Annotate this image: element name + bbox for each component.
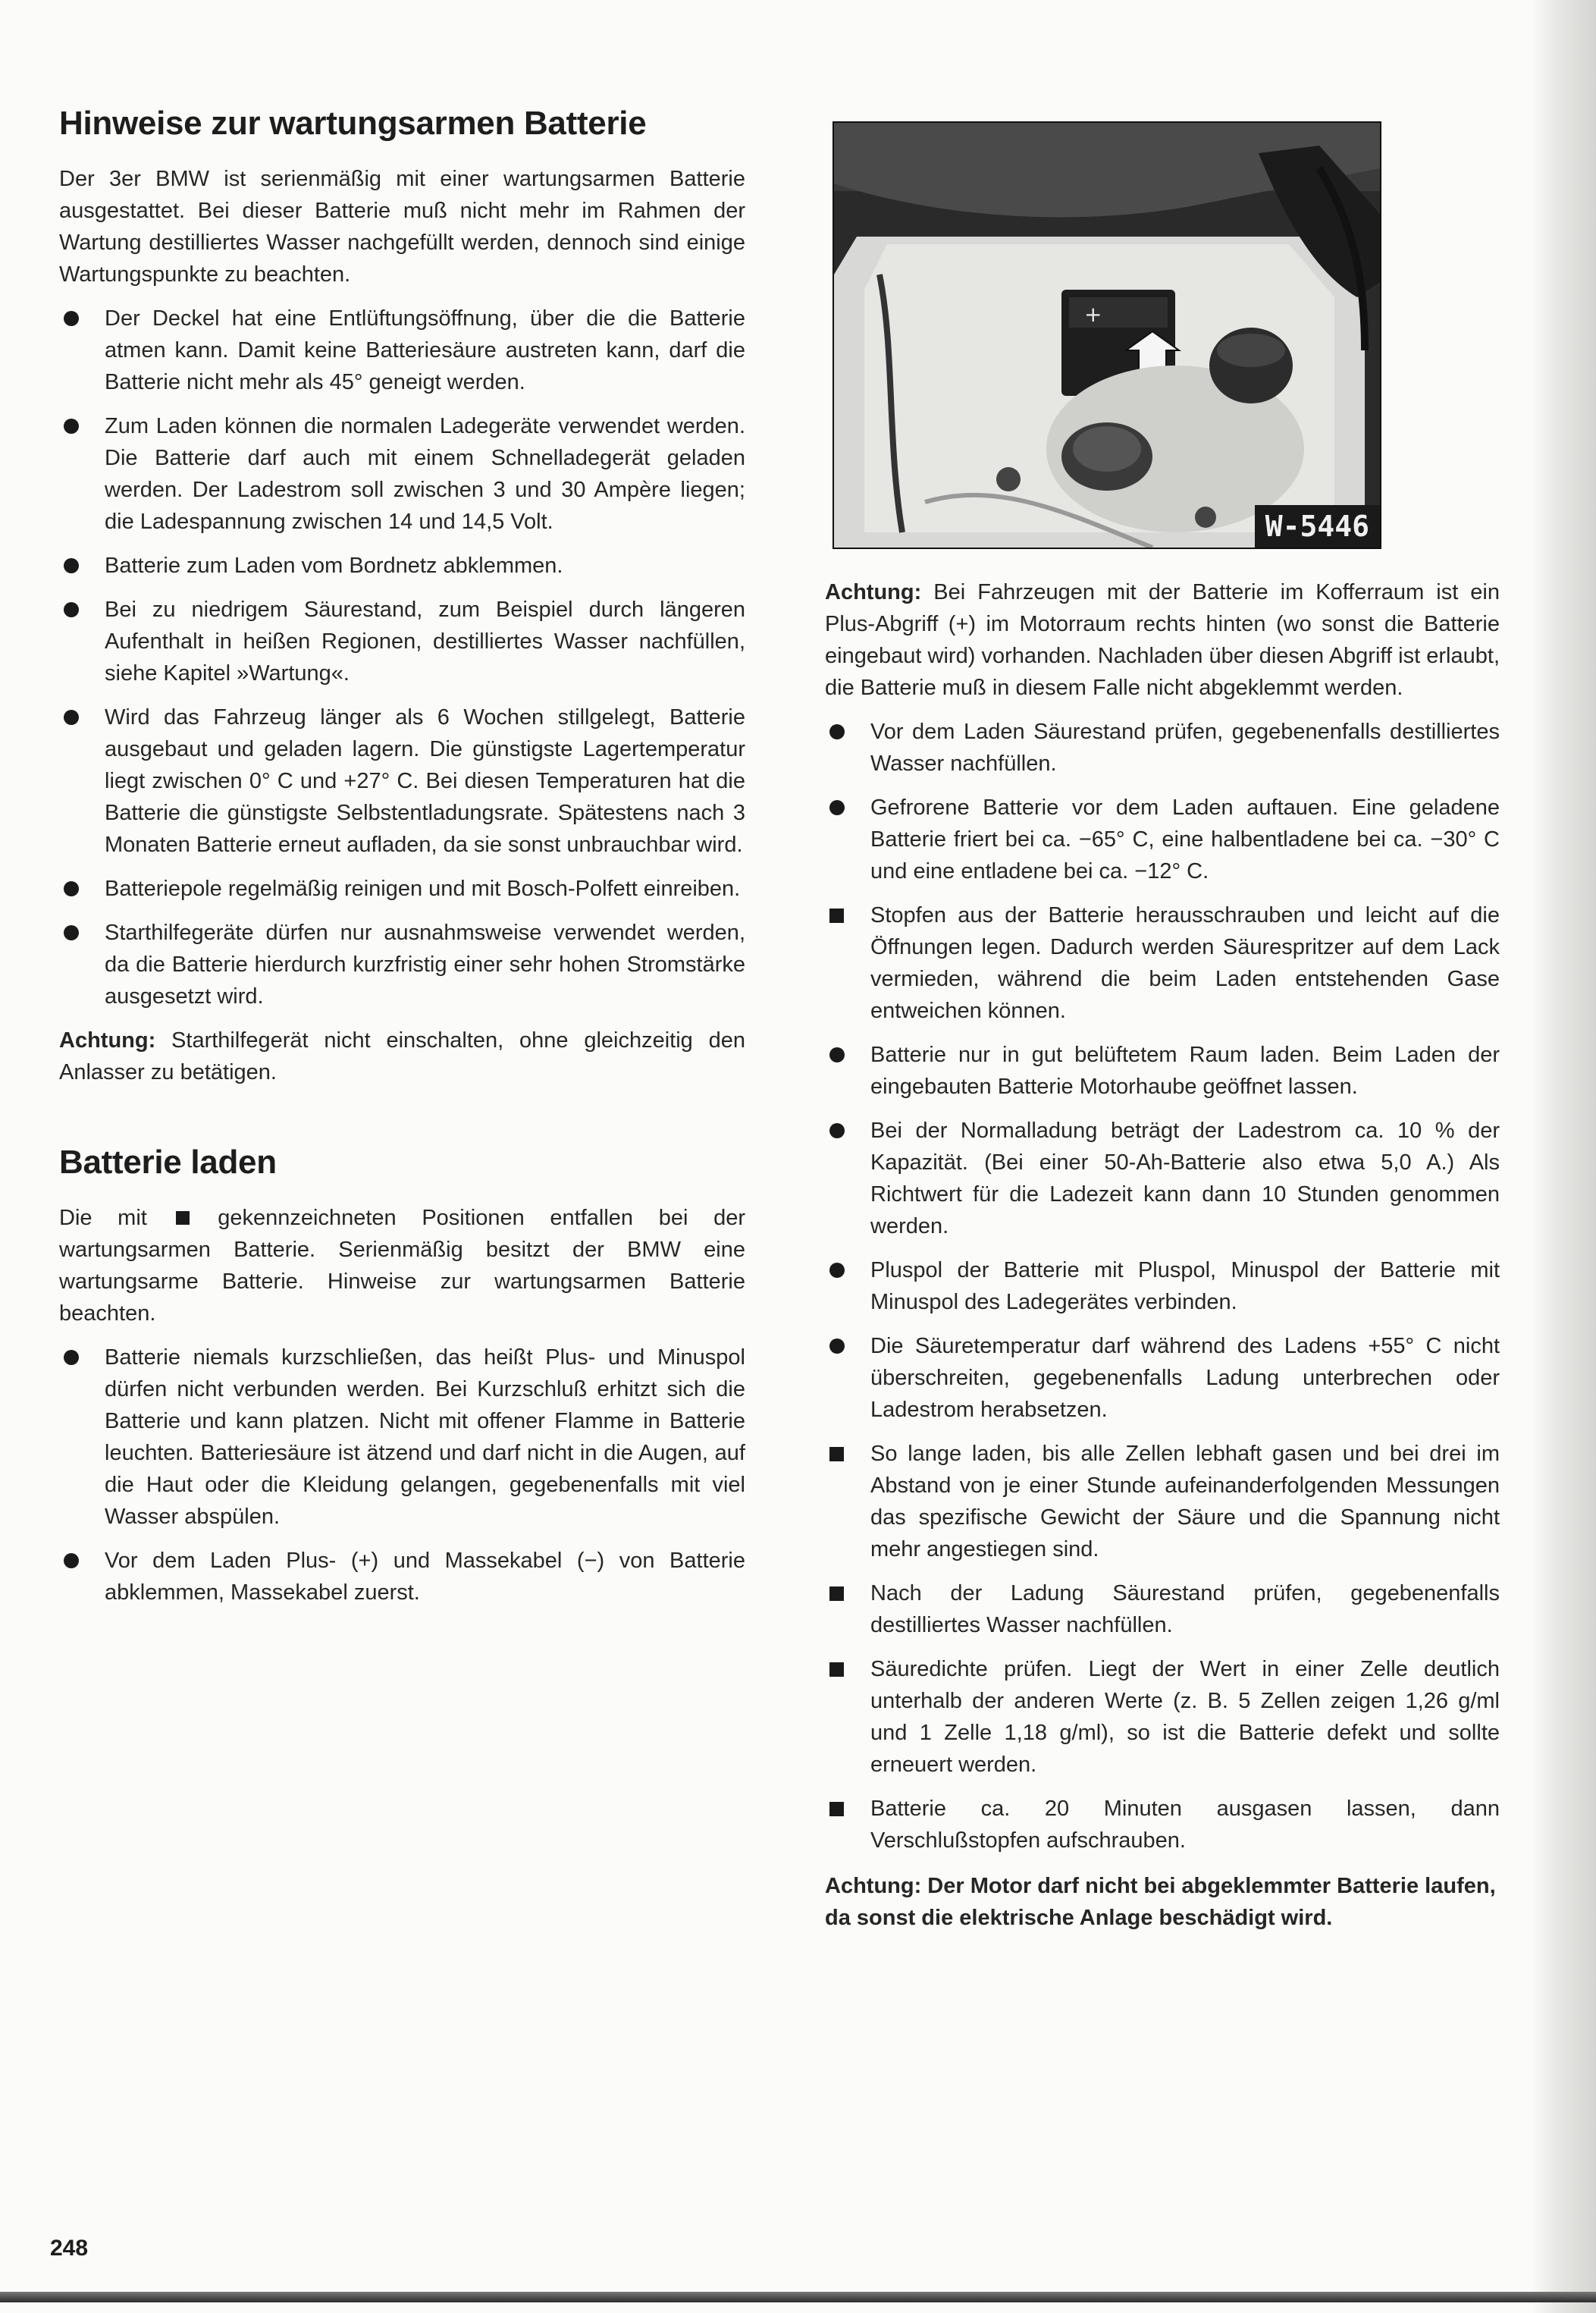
- final-warning: Achtung: Der Motor darf nicht bei abgeklemmter Batterie laufen, da sonst die elektrische Anlage beschädigt wird.: [825, 1874, 1496, 1930]
- list-item-text: Zum Laden können die normalen Ladegeräte verwendet werden. Die Batterie darf auch mit einem Schnelladegerät geladen werden. Der Ladestrom soll zwischen 3 und 30 Ampère liegen; die Ladespannung zwischen 14 und 14,5 Volt.: [105, 414, 745, 534]
- bullet-dot-icon: [64, 925, 79, 940]
- list-item-text: Batterie nur in gut belüftetem Raum laden. Beim Laden der eingebauten Batterie Motorhaube geöffnet lassen.: [870, 1043, 1500, 1099]
- list-item: [825, 899, 1500, 1027]
- bullet-square-icon: [829, 909, 844, 923]
- list-item: [825, 1793, 1500, 1856]
- section-heading-maintenance: Hinweise zur wartungsarmen Batterie: [59, 105, 647, 142]
- bullet-dot-icon: [64, 311, 79, 326]
- list-item-text: Batteriepole regelmäßig reinigen und mit Bosch-Polfett einreiben.: [105, 877, 741, 901]
- list-item: [825, 1577, 1500, 1641]
- list-item: [59, 1545, 745, 1608]
- maintenance-list: [59, 303, 745, 1012]
- list-item-text: Batterie ca. 20 Minuten ausgasen lassen, dann Verschlußstopfen aufschrauben.: [870, 1797, 1500, 1853]
- list-item-text: Batterie niemals kurzschließen, das heißt Plus- und Minuspol dürfen nicht verbunden werden. Bei Kurzschluß erhitzt sich die Batterie und kann platzen. Nicht mit offener Flamme in Batterie leuchten. Batteriesäure ist ätzend und darf nicht in die Augen, auf die Haut oder die Kleidung gelangen, gegebenenfalls mit viel Wasser abspülen.: [105, 1345, 745, 1529]
- svg-text:+: +: [1084, 302, 1102, 327]
- bullet-dot-icon: [64, 602, 79, 617]
- bullet-dot-icon: [829, 1339, 845, 1354]
- list-item-text: Bei der Normalladung beträgt der Ladestrom ca. 10 % der Kapazität. (Bei einer 50-Ah-Batterie also etwa 5,0 A.) Als Richtwert für die Ladezeit kann dann 10 Stunden genommen werden.: [870, 1119, 1500, 1238]
- list-item-text: Batterie zum Laden vom Bordnetz abklemmen.: [105, 554, 563, 578]
- note-text: Bei Fahrzeugen mit der Batterie im Kofferraum ist ein Plus-Abgriff (+) im Motorraum rechts hinten (wo sonst die Batterie eingebaut wird) vorhanden. Nachladen über diesen Abgriff ist erlaubt, die Batterie muß in diesem Falle nicht abgeklemmt werden.: [825, 580, 1500, 700]
- list-item: [59, 873, 745, 905]
- list-item-text: Die Säuretemperatur darf während des Ladens +55° C nicht überschreiten, gegebenenfalls Ladung unterbrechen oder Ladestrom herabsetzen.: [870, 1334, 1500, 1422]
- bullet-square-icon: [829, 1586, 844, 1601]
- bullet-square-icon: [829, 1662, 844, 1677]
- engine-bay-photo: [832, 121, 1381, 549]
- bullet-dot-icon: [829, 800, 845, 815]
- jump-start-warning: [59, 1025, 745, 1088]
- list-item-text: Gefrorene Batterie vor dem Laden auftauen. Eine geladene Batterie friert bei ca. −65° C, eine halbentladene bei ca. −30° C und eine entladene bei ca. −12° C.: [870, 796, 1500, 883]
- charging-list-left: [59, 1342, 745, 1608]
- trunk-battery-note: [825, 576, 1500, 704]
- list-item: [59, 701, 745, 861]
- bullet-dot-icon: [64, 710, 79, 725]
- list-item-text: Bei zu niedrigem Säurestand, zum Beispiel durch längeren Aufenthalt in heißen Regionen, destilliertes Wasser nachfüllen, siehe Kapitel »Wartung«.: [105, 598, 745, 686]
- left-column: [59, 102, 745, 1621]
- list-item: [59, 410, 745, 538]
- list-item: [59, 303, 745, 398]
- list-item: [59, 550, 745, 582]
- list-item: [825, 1039, 1500, 1103]
- list-item-text: Der Deckel hat eine Entlüftungsöffnung, über die die Batterie atmen kann. Damit keine Batteriesäure austreten kann, darf die Batterie nicht mehr als 45° geneigt werden.: [105, 306, 745, 394]
- list-item-text: Wird das Fahrzeug länger als 6 Wochen stillgelegt, Batterie ausgebaut und geladen lagern. Die günstigste Lagertemperatur liegt zwischen 0° C und +27° C. Bei diesen Temperaturen hat die Batterie die günstigste Selbstentladungsrate. Spätestens nach 3 Monaten Batterie erneut aufladen, da sie sonst unbrauchbar wird.: [105, 705, 745, 857]
- list-item: [825, 1438, 1500, 1565]
- list-item: [59, 917, 745, 1012]
- charging-intro: [59, 1202, 745, 1329]
- bullet-dot-icon: [64, 558, 79, 573]
- bullet-dot-icon: [64, 419, 79, 434]
- bullet-dot-icon: [64, 1350, 79, 1365]
- right-column: [825, 576, 1500, 1934]
- bottom-scan-edge: [0, 2292, 1596, 2302]
- section-heading-charging: Batterie laden: [59, 1144, 277, 1181]
- bullet-dot-icon: [829, 1263, 845, 1278]
- list-item-text: So lange laden, bis alle Zellen lebhaft gasen und bei drei im Abstand von je einer Stunde aufeinanderfolgenden Messungen das spezifische Gewicht der Säure und die Spannung nicht mehr angestiegen sind.: [870, 1442, 1500, 1561]
- warning-label: Achtung:: [59, 1028, 156, 1053]
- note-label: Achtung:: [825, 580, 922, 604]
- list-item: [59, 1342, 745, 1533]
- bullet-dot-icon: [829, 1123, 845, 1138]
- list-item: [825, 1653, 1500, 1781]
- intro-text-end: gekennzeichneten Positionen entfallen bei der wartungsarmen Batterie. Serienmäßig besitzt der BMW eine wartungsarme Batterie. Hinweise zur wartungsarmen Batterie beachten.: [59, 1206, 746, 1326]
- list-item: [825, 716, 1500, 780]
- bullet-square-icon: [829, 1802, 844, 1816]
- list-item-text: Pluspol der Batterie mit Pluspol, Minuspol der Batterie mit Minuspol des Ladegerätes verbinden.: [870, 1258, 1500, 1314]
- list-item: [825, 1330, 1500, 1426]
- list-item-text: Vor dem Laden Plus- (+) und Massekabel (−) von Batterie abklemmen, Massekabel zuerst.: [105, 1549, 745, 1605]
- bullet-dot-icon: [64, 1553, 79, 1568]
- charging-list-right: [825, 716, 1500, 1856]
- page-number: 248: [50, 2236, 89, 2261]
- bullet-dot-icon: [829, 1047, 845, 1062]
- list-item-text: Stopfen aus der Batterie herausschrauben und leicht auf die Öffnungen legen. Dadurch werden Säurespritzer auf dem Lack vermieden, während die beim Laden entstehenden Gase entweichen können.: [870, 903, 1500, 1023]
- bullet-dot-icon: [64, 881, 79, 896]
- list-item-text: Nach der Ladung Säurestand prüfen, gegebenenfalls destilliertes Wasser nachfüllen.: [870, 1581, 1500, 1637]
- intro-text-start: Die mit: [59, 1206, 147, 1230]
- bullet-dot-icon: [829, 724, 845, 739]
- list-item: [825, 1254, 1500, 1318]
- list-item-text: Vor dem Laden Säurestand prüfen, gegebenenfalls destilliertes Wasser nachfüllen.: [870, 720, 1500, 776]
- warning-text: Starthilfegerät nicht einschalten, ohne gleichzeitig den Anlasser zu betätigen.: [59, 1028, 745, 1084]
- list-item: [59, 594, 745, 689]
- section-intro: Der 3er BMW ist serienmäßig mit einer wartungsarmen Batterie ausgestattet. Bei dieser Batterie muß nicht mehr im Rahmen der Wartung destilliertes Wasser nachgefüllt werden, dennoch sind einige Wartungspunkte zu beachten.: [59, 167, 745, 287]
- battery-photo-illustration: [834, 123, 1380, 548]
- bullet-square-icon: [829, 1447, 844, 1461]
- list-item: [825, 792, 1500, 887]
- square-marker-icon: [176, 1211, 190, 1225]
- photo-code-label: W-5446: [1255, 505, 1380, 548]
- list-item-text: Starthilfegeräte dürfen nur ausnahmsweise verwendet werden, da die Batterie hierdurch kurzfristig einer sehr hohen Stromstärke ausgesetzt wird.: [105, 921, 745, 1009]
- list-item-text: Säuredichte prüfen. Liegt der Wert in einer Zelle deutlich unterhalb der anderen Werte (z. B. 5 Zellen zeigen 1,26 g/ml und 1 Zelle 1,18 g/ml), so ist die Batterie defekt und sollte erneuert werden.: [870, 1657, 1500, 1777]
- page-edge-shadow: [1532, 0, 1596, 2313]
- list-item: [825, 1115, 1500, 1242]
